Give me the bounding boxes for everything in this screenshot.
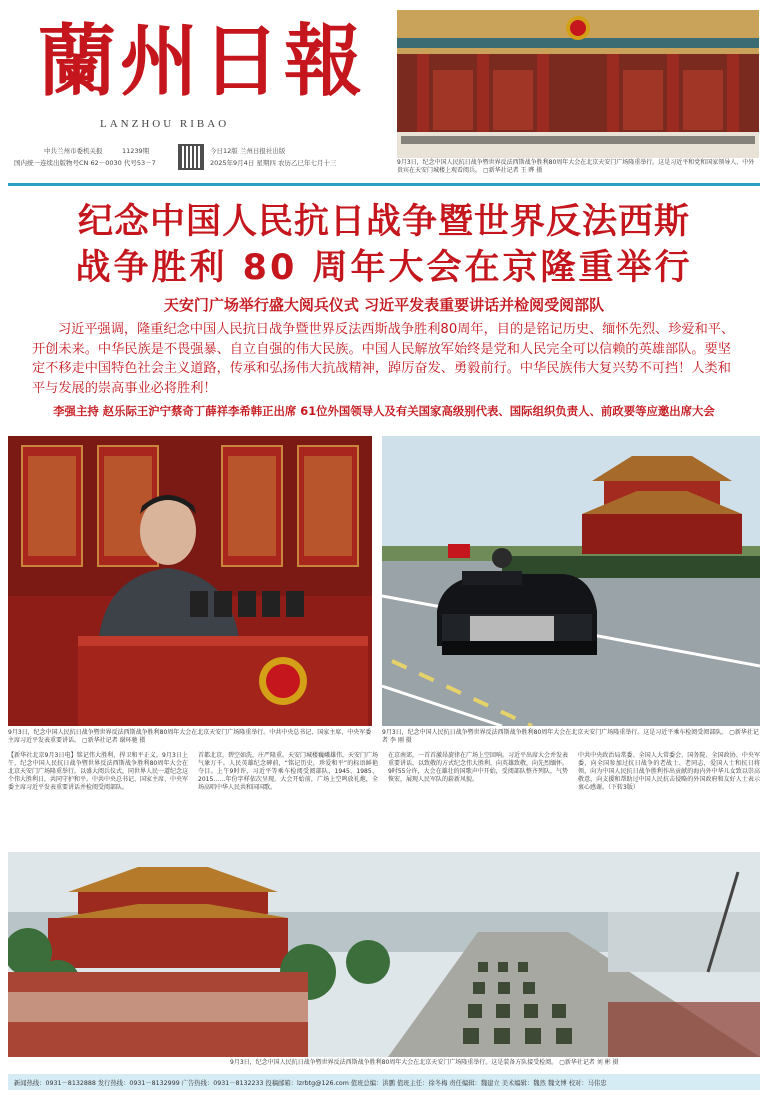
publication-code: 国内统一连续出版物号CN 62－0030 代号53－7 [14, 159, 156, 167]
masthead-logo: 蘭州日報 [38, 16, 367, 107]
masthead-divider [8, 183, 760, 186]
photo-review-car [382, 436, 760, 726]
qr-code[interactable] [178, 144, 204, 170]
camera-icon: ▢ [729, 729, 735, 736]
subheadline: 天安门广场举行盛大阅兵仪式 习近平发表重要讲话并检阅受阅部队 [163, 296, 605, 314]
photo-speech-caption: 9月3日，纪念中国人民抗日战争暨世界反法西斯战争胜利80周年大会在北京天安门广场隆重举行。中共中央总书记、国家主席、中央军委主席习近平发表重要讲话。 ▢新华社记者 谢环驰 摄 [8, 729, 372, 744]
footer-contacts: 新闻热线：0931－8132888 发行热线：0931－8132999 广告热线：0931－8132233 投稿邮箱：lzrbtg@126.com 值班总编：洪鹏 值班主任：徐冬梅 责任编辑：魏建立 美术编辑：魏然 魏文博 校对：马伟忠 [14, 1080, 607, 1087]
publisher-label: 中共兰州市委机关报 [44, 147, 103, 155]
date-line: 2025年9月4日 星期四 农历乙巳年七月十三 [210, 159, 337, 167]
masthead-pinyin: LANZHOU RIBAO [100, 118, 230, 130]
camera-icon: ▢ [559, 1059, 565, 1066]
body-column-3: 在京南郊，一首首激昂旋律在广场上空回响。习近平出席大会并发表重要讲话，以致敬的方式纪念伟大胜利，向英雄致敬，向先烈缅怀。9时55分许，大会在雄壮的国歌声中开始，受阅部队整齐列队，气势恢宏，展现人民军队的崭新风貌。 [388, 752, 569, 784]
top-photo-tiananmen-rostrum [397, 10, 759, 158]
edition-info: 今日12版 兰州日报社出版 [210, 147, 286, 155]
lede-paragraph: 习近平强调，隆重纪念中国人民抗日战争暨世界反法西斯战争胜利80周年，目的是铭记历史、缅怀先烈、珍爱和平、开创未来。中华民族是不畏强暴、自立自强的伟大民族。中国人民解放军始终是党和人民完全可以信赖的英雄部队。要坚定不移走中国特色社会主义道路，传承和弘扬伟大抗战精神，踔厉奋发、勇毅前行。中华民族伟大复兴势不可挡！人类和平与发展的崇高事业必将胜利！ [32, 322, 735, 396]
issue-number: 11239期 [122, 147, 150, 155]
camera-icon: ▢ [482, 167, 489, 174]
photo-parade-square [8, 852, 760, 1057]
headline-line-1: 纪念中国人民抗日战争暨世界反法西斯 [77, 202, 690, 242]
camera-icon: ▢ [81, 737, 88, 744]
body-column-4: 中共中央政治局常委、全国人大常委会、国务院、全国政协、中央军委，向全国参加过抗日战争的老战士、老同志，爱国人士和抗日将领，向为中国人民抗日战争胜利作出贡献的海内外中华儿女致以崇高敬意，向支援和帮助过中国人民抗击侵略的外国政府和友好人士表示衷心感谢。（下转3版） [578, 752, 760, 792]
top-photo-caption: 9月3日，纪念中国人民抗日战争暨世界反法西斯战争胜利80周年大会在北京天安门广场隆重举行。这是习近平和党和国家领导人、中外贵宾在天安门城楼上观看阅兵。 ▢新华社记者 王 晔 摄 [397, 159, 755, 174]
body-column-1: 【新华社北京9月3日电】铭记伟大胜利，捍卫和平正义。9月3日上午，纪念中国人民抗日战争暨世界反法西斯战争胜利80周年大会在北京天安门广场隆重举行，以盛大阅兵仪式，同世界人民一道纪念这个伟大胜利日，共同守护和平。中共中央总书记、国家主席、中央军委主席习近平发表重要讲话并检阅受阅部队。 [8, 752, 189, 792]
photo-review-caption: 9月3日，纪念中国人民抗日战争暨世界反法西斯战争胜利80周年大会在北京天安门广场隆重举行。这是习近平乘车检阅受阅部队。 ▢新华社记者 李 刚 摄 [382, 729, 759, 744]
body-column-2: 首都北京，碧空如洗，庄严隆重。天安门城楼巍峨雄伟，天安门广场气象万千。人民英雄纪念碑前，“铭记历史，珍爱和平”的标语鲜艳夺目。上午9时许，习近平等乘车检阅受阅部队，1945、1985、2015……年份字样依次呈现。大会开始前，广场上空鸣放礼炮，全场高唱中华人民共和国国歌。 [198, 752, 379, 792]
photo-parade-caption: 9月3日，纪念中国人民抗日战争暨世界反法西斯战争胜利80周年大会在北京天安门广场隆重举行。这是装备方队接受检阅。 ▢新华社记者 刘 彬 摄 [230, 1059, 619, 1066]
photo-speech [8, 436, 372, 726]
headline-line-2: 战争胜利 80 周年大会在京隆重举行 [75, 248, 693, 288]
attendees-line: 李强主持 赵乐际王沪宁蔡奇丁薛祥李希韩正出席 61位外国领导人及有关国家高级别代表、国际组织负责人、前政要等应邀出席大会 [53, 404, 715, 418]
